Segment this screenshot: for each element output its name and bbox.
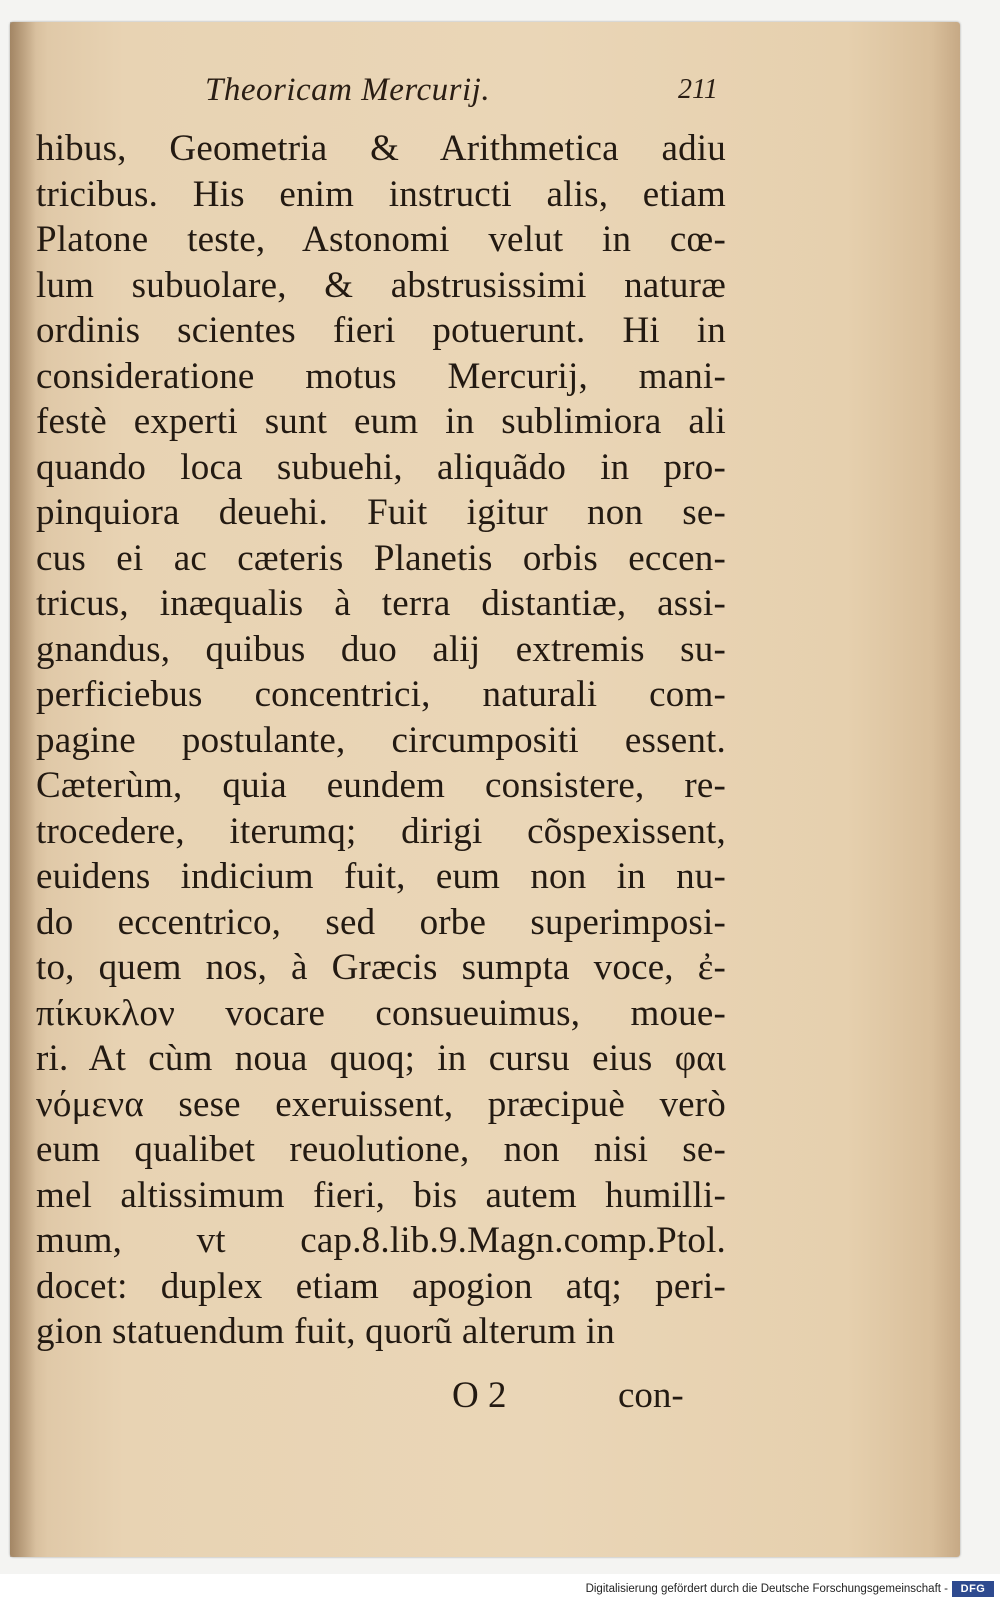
text-line: euidens indicium fuit, eum non in nu-	[36, 856, 726, 897]
text-line: pagine postulante, circumpositi essent.	[36, 719, 726, 761]
text-line: perficiebus concentrici, naturali com-	[36, 674, 726, 715]
text-line: to, quem nos, à Græcis sumpta voce, ἐ-	[36, 947, 726, 988]
text-line: lum subuolare, & abstrusissimi naturæ	[36, 264, 726, 306]
text-line: docet: duplex etiam apogion atq; peri-	[36, 1265, 726, 1307]
text-line: tricibus. His enim instructi alis, etiam	[36, 173, 726, 215]
folio-number: 211	[678, 74, 718, 105]
text-line: νόμενα sese exeruissent, præcipuè verò	[36, 1083, 726, 1125]
text-line: hibus, Geometria & Arithmetica adiu	[36, 128, 726, 169]
text-line: festè experti sunt eum in sublimiora ali	[36, 401, 726, 442]
gutter-shadow	[10, 22, 36, 1557]
text-line: Cæterùm, quia eundem consistere, re-	[36, 765, 726, 806]
text-line: mel altissimum fieri, bis autem humilli-	[36, 1174, 726, 1216]
running-head-title: Theoricam Mercurij.	[205, 72, 491, 108]
text-line: quando loca subuehi, aliquãdo in pro-	[36, 446, 726, 488]
book-page	[10, 22, 960, 1557]
text-line: πίκυκλον vocare consueuimus, moue-	[36, 992, 726, 1034]
text-line: ri. At cùm noua quoq; in cursu eius φαι	[36, 1038, 726, 1079]
text-line: gion statuendum fuit, quorũ alterum in	[36, 1311, 615, 1352]
text-line: ordinis scientes fieri potuerunt. Hi in	[36, 310, 726, 351]
text-line: trocedere, iterumq; dirigi cõspexissent,	[36, 810, 726, 852]
text-line: Platone teste, Astonomi velut in cœ-	[36, 219, 726, 260]
text-line: eum qualibet reuolutione, non nisi se-	[36, 1129, 726, 1170]
catchword: con-	[618, 1375, 684, 1416]
signature-line	[10, 1374, 960, 1420]
text-line: pinquiora deuehi. Fuit igitur non se-	[36, 492, 726, 533]
text-block	[36, 126, 726, 1355]
text-line: consideratione motus Mercurij, mani-	[36, 355, 726, 397]
text-line: do eccentrico, sed orbe superimposi-	[36, 901, 726, 943]
text-line: cus ei ac cæteris Planetis orbis eccen-	[36, 537, 726, 579]
text-line: mum, vt cap.8.lib.9.Magn.comp.Ptol.	[36, 1220, 726, 1261]
digitization-credit: Digitalisierung gefördert durch die Deutsche Forschungsgemeinschaft -	[585, 1583, 948, 1595]
text-line: tricus, inæqualis à terra distantiæ, assi-	[36, 583, 726, 624]
dfg-logo[interactable]: DFG	[952, 1581, 994, 1597]
signature-mark: O 2	[452, 1375, 507, 1416]
running-head	[10, 72, 960, 112]
text-line: gnandus, quibus duo alij extremis su-	[36, 628, 726, 670]
